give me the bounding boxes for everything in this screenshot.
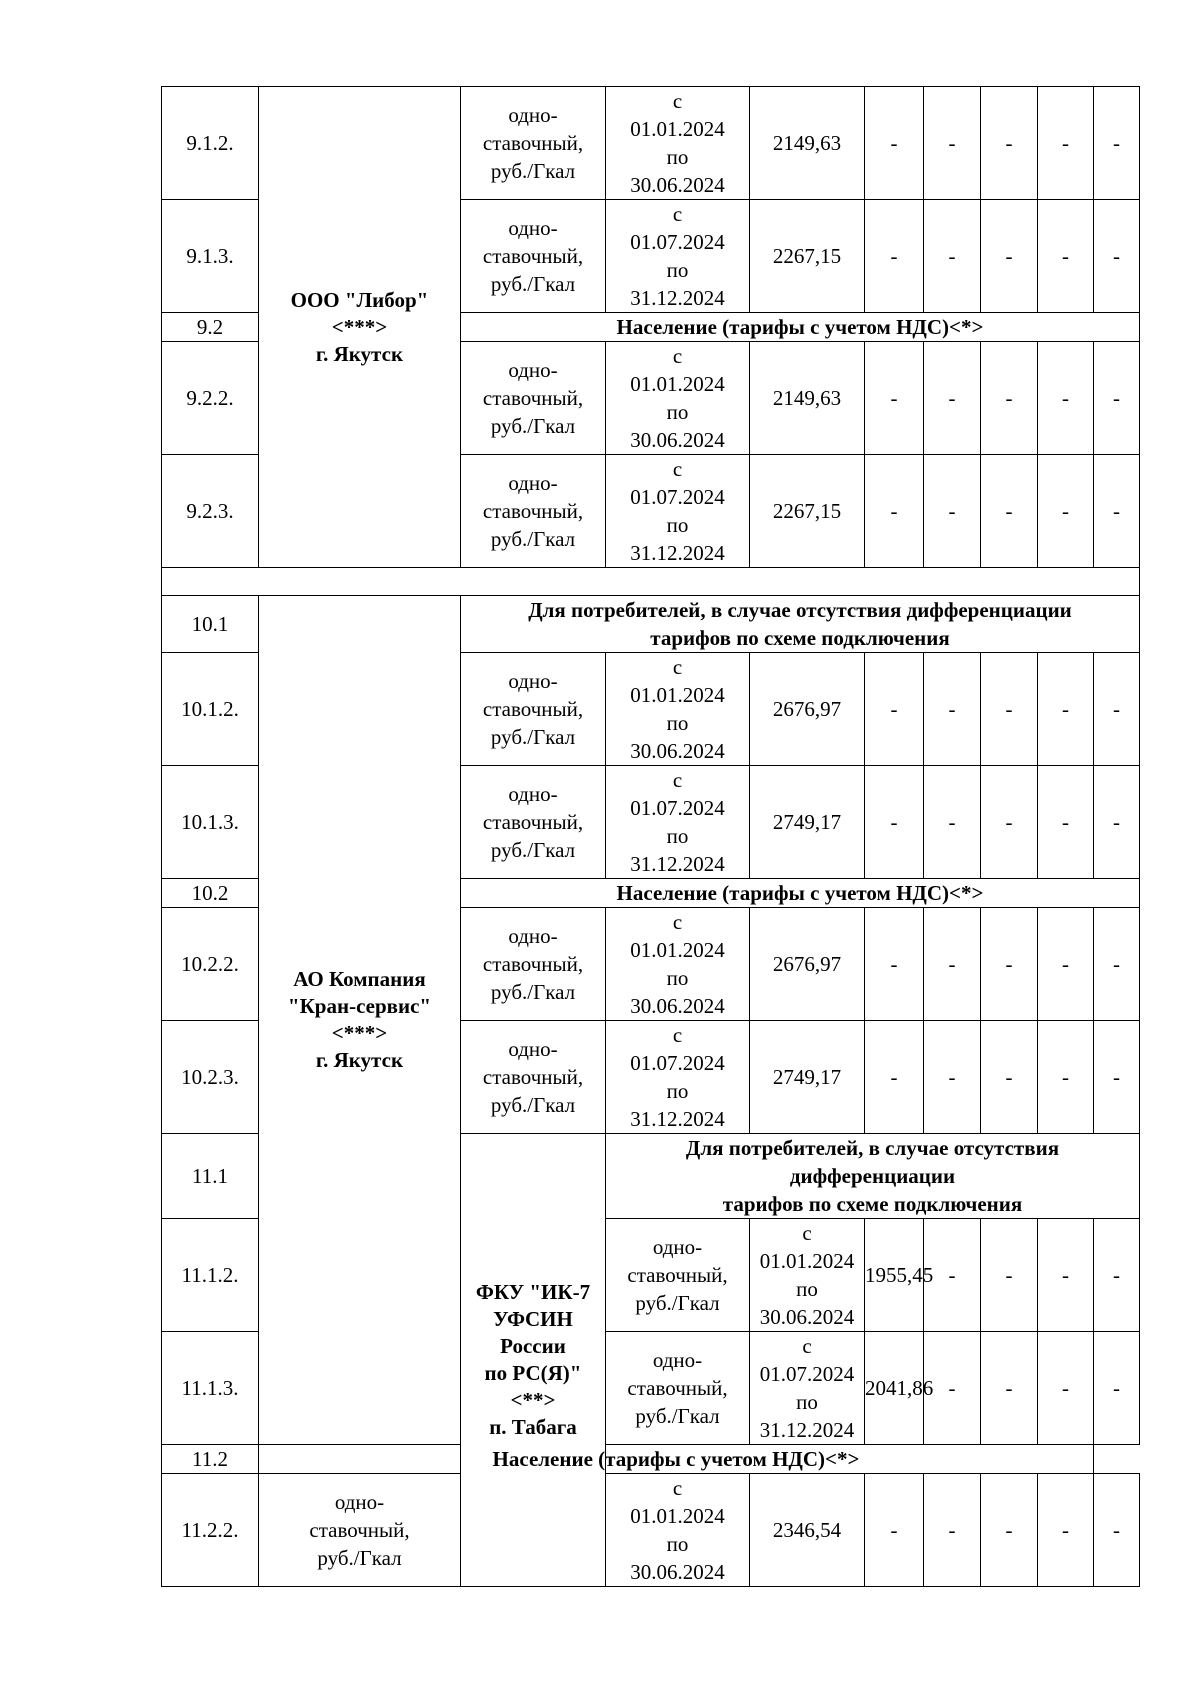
period-line: с [672, 89, 683, 113]
period-line: по [666, 145, 689, 169]
tariff-type-line: ставочный, [482, 386, 584, 410]
empty-value: - [865, 653, 924, 766]
period-line: с [802, 1334, 812, 1358]
empty-value: - [924, 1474, 981, 1587]
empty-value: - [924, 653, 981, 766]
row-number: 10.2 [162, 879, 259, 908]
tariff-type-line: одно- [334, 1490, 385, 1514]
empty-value: - [924, 1021, 981, 1134]
period-line: с [672, 910, 683, 934]
period-line: по [666, 258, 689, 282]
tariff-type-line: ставочный, [309, 1518, 410, 1542]
row-number: 10.1.3. [162, 766, 259, 879]
period-line: с [672, 655, 683, 679]
period-line: по [796, 1277, 818, 1301]
tariff-value: 2149,63 [750, 342, 865, 455]
empty-value: - [924, 1332, 981, 1445]
period-cell [606, 653, 750, 766]
tariff-type-line: одно- [508, 669, 558, 693]
tariff-value: 2346,54 [750, 1474, 865, 1587]
tariff-type-line: руб./Гкал [490, 980, 576, 1004]
empty-value: - [1094, 908, 1140, 1021]
tariff-type-cell [461, 1021, 606, 1134]
period-line: по [666, 966, 689, 990]
empty-value: - [1038, 766, 1094, 879]
period-cell [606, 1474, 750, 1587]
organization-cell [259, 87, 461, 568]
period-line: 30.06.2024 [630, 173, 725, 197]
row-number: 10.1 [162, 596, 259, 653]
organization-cell [259, 596, 461, 1445]
empty-value: - [981, 653, 1038, 766]
tariff-table [161, 86, 1140, 1587]
tariff-type-cell [606, 1332, 750, 1445]
period-cell [606, 1021, 750, 1134]
period-line: 01.01.2024 [630, 938, 725, 962]
empty-value: - [1038, 1474, 1094, 1587]
tariff-type-line: одно- [508, 216, 558, 240]
table-row [162, 1445, 1140, 1474]
tariff-type-line: ставочный, [482, 1065, 584, 1089]
tariff-value: 2041,86 [865, 1332, 924, 1445]
empty-value: - [1094, 653, 1140, 766]
period-line: с [672, 457, 683, 481]
organization-line: ООО "Либор" [290, 287, 429, 312]
empty-value: - [865, 342, 924, 455]
period-line: 01.07.2024 [630, 1051, 725, 1075]
tariff-type-cell [461, 200, 606, 313]
empty-value: - [1038, 455, 1094, 568]
row-number: 9.1.3. [162, 200, 259, 313]
period-line: по [666, 1532, 689, 1556]
tariff-type-cell [461, 87, 606, 200]
tariff-value: 2149,63 [750, 87, 865, 200]
empty-value: - [1038, 908, 1094, 1021]
empty-value: - [924, 342, 981, 455]
tariff-type-cell [606, 1219, 750, 1332]
tariff-value: 2267,15 [750, 200, 865, 313]
empty-value: - [1094, 200, 1140, 313]
tariff-type-line: одно- [508, 358, 558, 382]
period-line: с [672, 202, 683, 226]
tariff-type-cell [461, 653, 606, 766]
organization-line: <***> [331, 314, 388, 339]
row-number: 10.2.3. [162, 1021, 259, 1134]
empty-value: - [865, 766, 924, 879]
tariff-type-cell [461, 766, 606, 879]
organization-cell [461, 1134, 606, 1587]
table-row [162, 1474, 1140, 1587]
tariff-type-line: одно- [652, 1235, 703, 1259]
tariff-value: 2267,15 [750, 455, 865, 568]
period-line: 30.06.2024 [630, 428, 725, 452]
tariff-value: 2676,97 [750, 653, 865, 766]
section-header: Население (тарифы с учетом НДС)<*> [461, 313, 1140, 342]
empty-value: - [981, 455, 1038, 568]
period-line: 31.12.2024 [630, 541, 725, 565]
period-cell [606, 455, 750, 568]
organization-line: г. Якутск [315, 341, 404, 366]
empty-value: - [924, 1219, 981, 1332]
period-cell [750, 1219, 865, 1332]
period-line: 30.06.2024 [759, 1305, 855, 1329]
tariff-type-line: одно- [508, 782, 558, 806]
tariff-type-line: руб./Гкал [490, 159, 576, 183]
tariff-type-line: ставочный, [627, 1263, 728, 1287]
spacer-cell [162, 568, 1140, 596]
period-line: с [802, 1221, 812, 1245]
tariff-value: 1955,45 [865, 1219, 924, 1332]
tariff-type-line: руб./Гкал [490, 272, 576, 296]
tariff-type-line: одно- [508, 924, 558, 948]
period-line: 30.06.2024 [630, 1560, 725, 1584]
empty-value: - [981, 908, 1038, 1021]
empty-value: - [981, 200, 1038, 313]
section-header: Население (тарифы с учетом НДС)<*> [461, 879, 1140, 908]
tariff-type-cell [461, 455, 606, 568]
row-number: 11.2.2. [162, 1474, 259, 1587]
organization-line: п. Табага [489, 1415, 577, 1439]
period-line: по [666, 1079, 689, 1103]
tariff-type-cell [461, 908, 606, 1021]
period-cell [606, 200, 750, 313]
row-number: 9.2 [162, 313, 259, 342]
empty-value: - [981, 1474, 1038, 1587]
empty-value: - [981, 87, 1038, 200]
period-cell [606, 87, 750, 200]
empty-value: - [981, 342, 1038, 455]
organization-line: <***> [331, 1021, 388, 1045]
row-number: 10.2.2. [162, 908, 259, 1021]
section-header-line: тарифов по схеме подключения [722, 1192, 1023, 1216]
tariff-value: 2749,17 [750, 766, 865, 879]
row-number: 11.1 [162, 1134, 259, 1219]
section-header-line: тарифов по схеме подключения [650, 626, 950, 650]
row-number: 11.1.2. [162, 1219, 259, 1332]
spacer-row [162, 568, 1140, 596]
row-number: 11.1.3. [162, 1332, 259, 1445]
empty-value: - [924, 766, 981, 879]
row-number: 9.2.2. [162, 342, 259, 455]
period-line: 01.07.2024 [630, 230, 725, 254]
tariff-type-line: одно- [652, 1348, 703, 1372]
tariff-value: 2676,97 [750, 908, 865, 1021]
tariff-type-line: руб./Гкал [635, 1404, 720, 1428]
organization-line: г. Якутск [315, 1048, 404, 1072]
tariff-type-line: одно- [508, 103, 558, 127]
empty-value: - [1038, 653, 1094, 766]
tariff-type-line: ставочный, [482, 952, 584, 976]
period-line: 31.12.2024 [630, 286, 725, 310]
empty-value: - [924, 87, 981, 200]
period-line: с [672, 1023, 683, 1047]
period-line: 31.12.2024 [630, 852, 725, 876]
tariff-type-cell [461, 342, 606, 455]
tariff-type-line: руб./Гкал [490, 1093, 576, 1117]
period-cell [606, 908, 750, 1021]
empty-value: - [1038, 200, 1094, 313]
section-header [606, 1134, 1140, 1219]
empty-value: - [1094, 87, 1140, 200]
organization-line: "Кран-сервис" [287, 994, 432, 1018]
empty-value: - [1038, 342, 1094, 455]
tariff-value: 2749,17 [750, 1021, 865, 1134]
empty-value: - [1038, 1219, 1094, 1332]
empty-value: - [924, 455, 981, 568]
period-line: по [796, 1390, 818, 1414]
empty-value: - [1038, 87, 1094, 200]
tariff-type-line: ставочный, [482, 499, 584, 523]
empty-value: - [1038, 1332, 1094, 1445]
organization-line: АО Компания [293, 967, 426, 991]
tariff-type-cell [259, 1474, 461, 1587]
empty-value: - [865, 1474, 924, 1587]
empty-value: - [865, 908, 924, 1021]
row-number: 11.2 [162, 1445, 259, 1474]
period-line: 01.01.2024 [630, 1504, 725, 1528]
empty-value: - [1094, 455, 1140, 568]
tariff-type-line: руб./Гкал [635, 1291, 720, 1315]
period-line: 31.12.2024 [630, 1107, 725, 1131]
tariff-type-line: руб./Гкал [490, 527, 576, 551]
tariff-type-line: руб./Гкал [317, 1546, 402, 1570]
section-header-line: Для потребителей, в случае отсутствия дифференциации [528, 598, 1072, 622]
empty-value: - [981, 766, 1038, 879]
empty-value: - [924, 908, 981, 1021]
period-cell [606, 342, 750, 455]
row-number: 9.1.2. [162, 87, 259, 200]
section-header: Население (тарифы с учетом НДС)<*> [259, 1445, 1094, 1474]
row-number: 9.2.3. [162, 455, 259, 568]
empty-value: - [924, 200, 981, 313]
empty-value: - [1094, 1474, 1140, 1587]
empty-value: - [865, 455, 924, 568]
empty-value: - [1094, 766, 1140, 879]
organization-line: ФКУ "ИК-7 [475, 1280, 591, 1304]
tariff-type-line: ставочный, [482, 697, 584, 721]
tariff-type-line: ставочный, [627, 1376, 728, 1400]
period-cell [606, 766, 750, 879]
period-line: 01.01.2024 [630, 117, 725, 141]
tariff-type-line: руб./Гкал [490, 838, 576, 862]
period-line: с [672, 768, 683, 792]
empty-value: - [1094, 1219, 1140, 1332]
period-line: 31.12.2024 [759, 1418, 855, 1442]
period-line: 30.06.2024 [630, 994, 725, 1018]
period-line: 01.07.2024 [630, 485, 725, 509]
empty-value: - [1094, 1021, 1140, 1134]
table-row [162, 87, 1140, 200]
period-line: с [672, 344, 683, 368]
empty-value: - [981, 1332, 1038, 1445]
table-row [162, 596, 1140, 653]
organization-line: УФСИН России [493, 1307, 573, 1358]
period-line: по [666, 824, 689, 848]
period-line: 30.06.2024 [630, 739, 725, 763]
empty-value: - [1094, 1332, 1140, 1445]
period-line: по [666, 513, 689, 537]
organization-line: <**> [510, 1388, 556, 1412]
period-line: 01.01.2024 [630, 372, 725, 396]
tariff-type-line: ставочный, [482, 131, 584, 155]
section-header-line: Для потребителей, в случае отсутствия дифференциации [685, 1136, 1060, 1188]
tariff-type-line: ставочный, [482, 810, 584, 834]
empty-value: - [865, 87, 924, 200]
period-line: 01.01.2024 [630, 683, 725, 707]
period-line: по [666, 711, 689, 735]
empty-value: - [865, 200, 924, 313]
period-line: по [666, 400, 689, 424]
period-line: с [672, 1476, 683, 1500]
period-line: 01.07.2024 [759, 1362, 855, 1386]
empty-value: - [981, 1021, 1038, 1134]
section-header [461, 596, 1140, 653]
tariff-type-line: руб./Гкал [490, 414, 576, 438]
empty-value: - [1094, 342, 1140, 455]
period-line: 01.01.2024 [759, 1249, 855, 1273]
organization-line: по РС(Я)" [484, 1361, 582, 1385]
row-number: 10.1.2. [162, 653, 259, 766]
empty-value: - [981, 1219, 1038, 1332]
empty-value: - [865, 1021, 924, 1134]
tariff-type-line: одно- [508, 1037, 558, 1061]
period-cell [750, 1332, 865, 1445]
tariff-type-line: ставочный, [482, 244, 584, 268]
period-line: 01.07.2024 [630, 796, 725, 820]
tariff-type-line: одно- [508, 471, 558, 495]
empty-value: - [1038, 1021, 1094, 1134]
tariff-type-line: руб./Гкал [490, 725, 576, 749]
